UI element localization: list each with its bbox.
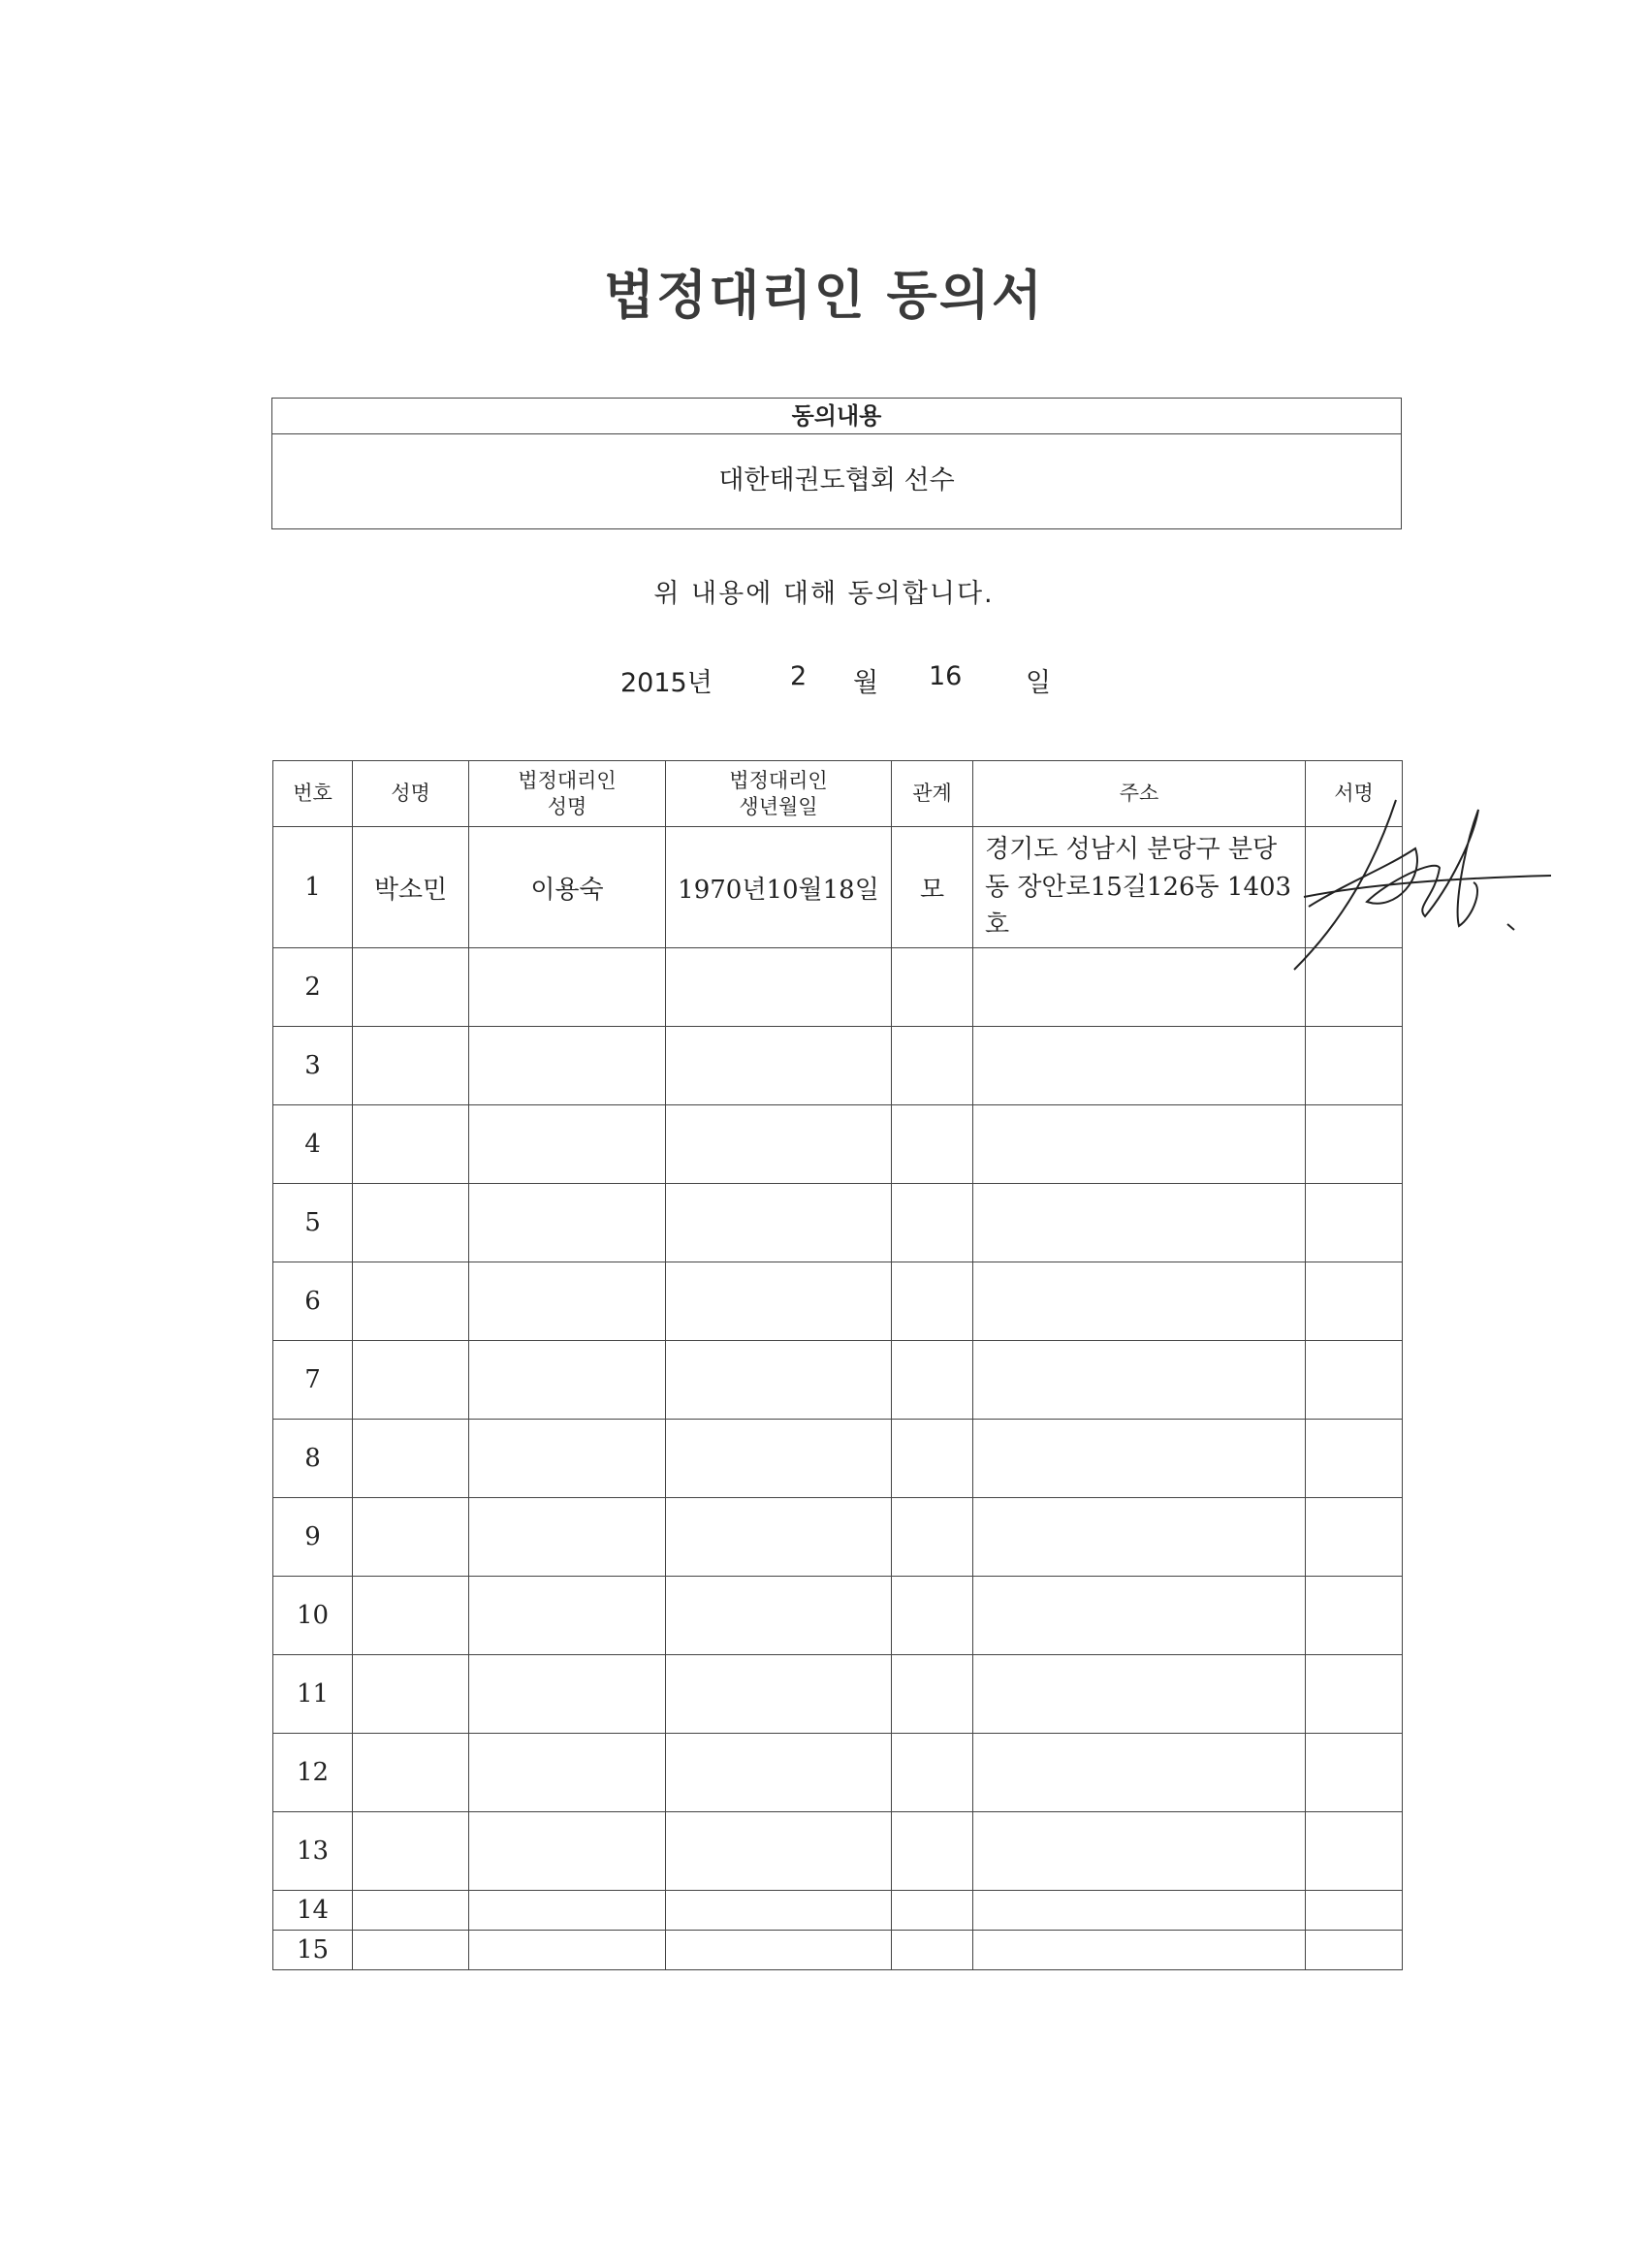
cell-guardian-name bbox=[469, 1027, 666, 1105]
table-row bbox=[273, 1262, 1403, 1341]
date-day-unit: 일 bbox=[1026, 668, 1052, 698]
cell-signature bbox=[1306, 1184, 1403, 1262]
cell-no: 2 bbox=[273, 948, 353, 1027]
cell-signature bbox=[1306, 1931, 1403, 1970]
header-guardian-name-line2: 성명 bbox=[547, 794, 587, 818]
table-row bbox=[273, 1734, 1403, 1812]
cell-signature bbox=[1306, 1420, 1403, 1498]
cell-name bbox=[353, 1655, 469, 1734]
cell-name bbox=[353, 1931, 469, 1970]
cell-signature bbox=[1306, 1734, 1403, 1812]
date-day: 16 bbox=[929, 661, 963, 691]
cell-relation bbox=[892, 1891, 973, 1931]
cell-signature bbox=[1306, 1577, 1403, 1655]
cell-name bbox=[353, 948, 469, 1027]
cell-address bbox=[973, 1891, 1306, 1931]
cell-relation bbox=[892, 1027, 973, 1105]
table-row bbox=[273, 1184, 1403, 1262]
table-row bbox=[273, 1931, 1403, 1970]
cell-name bbox=[353, 1341, 469, 1420]
cell-no: 6 bbox=[273, 1262, 353, 1341]
cell-relation bbox=[892, 1655, 973, 1734]
header-no: 번호 bbox=[273, 761, 353, 827]
cell-signature bbox=[1306, 1341, 1403, 1420]
cell-guardian-name bbox=[469, 1420, 666, 1498]
cell-guardian-birth bbox=[666, 1184, 892, 1262]
header-signature: 서명 bbox=[1306, 761, 1403, 827]
cell-guardian-name bbox=[469, 1577, 666, 1655]
cell-guardian-birth bbox=[666, 1027, 892, 1105]
document-title: 법정대리인 동의서 bbox=[603, 265, 1045, 326]
cell-no: 14 bbox=[273, 1891, 353, 1931]
cell-no: 1 bbox=[273, 827, 353, 948]
cell-address bbox=[973, 1341, 1306, 1420]
cell-no: 3 bbox=[273, 1027, 353, 1105]
cell-name bbox=[353, 1498, 469, 1577]
consent-content: 대한태권도협회 선수 bbox=[718, 465, 955, 495]
cell-guardian-name bbox=[469, 1262, 666, 1341]
header-guardian-name-line1: 법정대리인 bbox=[518, 768, 617, 792]
cell-name bbox=[353, 1734, 469, 1812]
cell-signature bbox=[1306, 1027, 1403, 1105]
cell-guardian-birth bbox=[666, 1655, 892, 1734]
date-month: 2 bbox=[790, 661, 808, 691]
header-guardian-birth-line1: 법정대리인 bbox=[729, 768, 828, 792]
cell-guardian-name bbox=[469, 1498, 666, 1577]
cell-relation bbox=[892, 1812, 973, 1891]
guardian-table bbox=[272, 760, 1403, 1970]
cell-no: 12 bbox=[273, 1734, 353, 1812]
header-guardian-birth-line2: 생년월일 bbox=[739, 794, 818, 818]
cell-name bbox=[353, 1891, 469, 1931]
cell-no: 13 bbox=[273, 1812, 353, 1891]
header-guardian-name bbox=[469, 761, 666, 827]
cell-name bbox=[353, 1184, 469, 1262]
handwritten-signature bbox=[1289, 790, 1561, 984]
table-row bbox=[273, 1341, 1403, 1420]
table-row bbox=[273, 1027, 1403, 1105]
agreement-text: 위 내용에 대해 동의합니다. bbox=[653, 579, 995, 609]
cell-signature bbox=[1306, 1655, 1403, 1734]
cell-guardian-birth bbox=[666, 1105, 892, 1184]
cell-guardian-birth bbox=[666, 1812, 892, 1891]
cell-relation bbox=[892, 1105, 973, 1184]
cell-name bbox=[353, 1262, 469, 1341]
cell-signature bbox=[1306, 1891, 1403, 1931]
table-row bbox=[273, 1420, 1403, 1498]
consent-header: 동의내용 bbox=[272, 399, 1401, 434]
cell-name: 박소민 bbox=[353, 827, 469, 948]
header-name: 성명 bbox=[353, 761, 469, 827]
cell-address bbox=[973, 1931, 1306, 1970]
cell-address bbox=[973, 1105, 1306, 1184]
table-row bbox=[273, 1105, 1403, 1184]
cell-guardian-name bbox=[469, 1341, 666, 1420]
cell-guardian-birth bbox=[666, 1498, 892, 1577]
cell-no: 8 bbox=[273, 1420, 353, 1498]
header-guardian-birth bbox=[666, 761, 892, 827]
cell-relation bbox=[892, 1184, 973, 1262]
cell-no: 11 bbox=[273, 1655, 353, 1734]
cell-guardian-birth bbox=[666, 948, 892, 1027]
cell-address bbox=[973, 1734, 1306, 1812]
table-row bbox=[273, 948, 1403, 1027]
cell-address bbox=[973, 1812, 1306, 1891]
cell-relation: 모 bbox=[892, 827, 973, 948]
cell-relation bbox=[892, 1262, 973, 1341]
cell-guardian-birth: 1970년10월18일 bbox=[666, 827, 892, 948]
cell-guardian-name bbox=[469, 1891, 666, 1931]
cell-relation bbox=[892, 1931, 973, 1970]
table-header-row bbox=[273, 761, 1403, 827]
cell-relation bbox=[892, 1498, 973, 1577]
cell-guardian-name bbox=[469, 1655, 666, 1734]
cell-guardian-birth bbox=[666, 1931, 892, 1970]
cell-address bbox=[973, 1577, 1306, 1655]
cell-name bbox=[353, 1577, 469, 1655]
cell-guardian-name bbox=[469, 1812, 666, 1891]
cell-relation bbox=[892, 948, 973, 1027]
date-year: 2015년 bbox=[620, 668, 713, 698]
cell-relation bbox=[892, 1577, 973, 1655]
date-month-unit: 월 bbox=[853, 668, 879, 698]
table-row bbox=[273, 1891, 1403, 1931]
cell-no: 4 bbox=[273, 1105, 353, 1184]
cell-no: 15 bbox=[273, 1931, 353, 1970]
cell-signature bbox=[1306, 1498, 1403, 1577]
cell-no: 10 bbox=[273, 1577, 353, 1655]
cell-address: 경기도 성남시 분당구 분당동 장안로15길126동 1403호 bbox=[973, 827, 1306, 948]
cell-signature bbox=[1306, 1105, 1403, 1184]
cell-guardian-birth bbox=[666, 1891, 892, 1931]
header-address: 주소 bbox=[973, 761, 1306, 827]
cell-no: 9 bbox=[273, 1498, 353, 1577]
cell-no: 7 bbox=[273, 1341, 353, 1420]
table-row bbox=[273, 1498, 1403, 1577]
cell-address bbox=[973, 1027, 1306, 1105]
cell-address bbox=[973, 1498, 1306, 1577]
table-row bbox=[273, 827, 1403, 948]
cell-guardian-name bbox=[469, 948, 666, 1027]
cell-address bbox=[973, 1262, 1306, 1341]
table-row bbox=[273, 1577, 1403, 1655]
cell-guardian-birth bbox=[666, 1734, 892, 1812]
cell-guardian-name bbox=[469, 1105, 666, 1184]
table-row bbox=[273, 1812, 1403, 1891]
cell-guardian-name bbox=[469, 1184, 666, 1262]
cell-signature bbox=[1306, 1812, 1403, 1891]
cell-address bbox=[973, 1655, 1306, 1734]
cell-relation bbox=[892, 1341, 973, 1420]
cell-guardian-birth bbox=[666, 1262, 892, 1341]
cell-address bbox=[973, 1184, 1306, 1262]
cell-name bbox=[353, 1105, 469, 1184]
cell-guardian-birth bbox=[666, 1341, 892, 1420]
cell-guardian-name bbox=[469, 1734, 666, 1812]
cell-guardian-name bbox=[469, 1931, 666, 1970]
cell-name bbox=[353, 1812, 469, 1891]
consent-box bbox=[271, 398, 1402, 529]
cell-guardian-name: 이용숙 bbox=[469, 827, 666, 948]
cell-signature bbox=[1306, 1262, 1403, 1341]
cell-address bbox=[973, 948, 1306, 1027]
header-relation: 관계 bbox=[892, 761, 973, 827]
table-row bbox=[273, 1655, 1403, 1734]
cell-relation bbox=[892, 1420, 973, 1498]
cell-no: 5 bbox=[273, 1184, 353, 1262]
cell-guardian-birth bbox=[666, 1420, 892, 1498]
cell-address bbox=[973, 1420, 1306, 1498]
cell-name bbox=[353, 1027, 469, 1105]
cell-guardian-birth bbox=[666, 1577, 892, 1655]
cell-name bbox=[353, 1420, 469, 1498]
cell-relation bbox=[892, 1734, 973, 1812]
